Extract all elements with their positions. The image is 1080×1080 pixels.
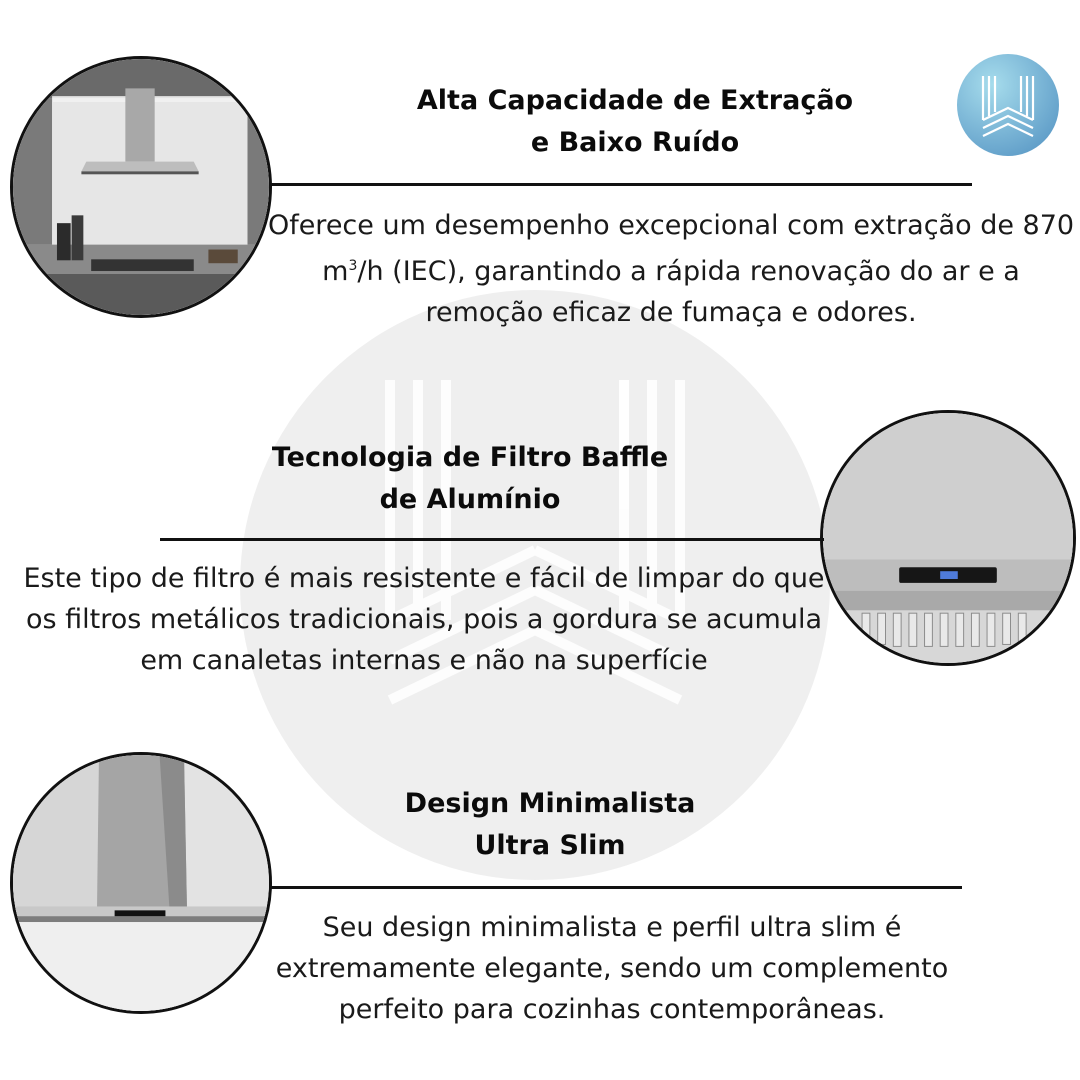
- kitchen-range-hood-photo: [10, 56, 272, 318]
- section-3-divider: [270, 886, 962, 889]
- section-1-title: [360, 80, 910, 164]
- section-1-description-part-2: /h (IEC), garantindo a rápida renovação do ar e a remoção eficaz de fumaça e odores.: [357, 256, 1020, 328]
- section-2-description: Este tipo de filtro é mais resistente e fácil de limpar do que os filtros metálicos tradicionais, pois a gordura se acumula em canaletas internas e não na superfície: [23, 563, 825, 676]
- cubic-superscript: 3: [348, 258, 358, 274]
- section-2-title-line-1: Tecnologia de Filtro Baffle: [271, 442, 669, 473]
- section-2-title-line-2: de Alumínio: [379, 484, 561, 515]
- section-2-title: [220, 437, 720, 521]
- section-1-title-line-2: e Baixo Ruído: [530, 127, 740, 158]
- section-3-title-line-1: Design Minimalista: [404, 788, 696, 819]
- section-1-description-part-1: Oferece um desempenho excepcional com extração de 870 m: [267, 210, 1075, 287]
- section-2-divider: [160, 538, 824, 541]
- section-1-title-line-1: Alta Capacidade de Extração: [416, 85, 854, 116]
- brand-logo-icon: [957, 54, 1059, 156]
- section-1-description: [262, 205, 1080, 333]
- section-3-title: [320, 783, 780, 867]
- section-3-title-line-2: Ultra Slim: [474, 830, 626, 861]
- slim-range-hood-photo: [10, 752, 272, 1014]
- section-3-description: Seu design minimalista e perfil ultra slim é extremamente elegante, sendo um complemento perfeito para cozinhas contemporâneas.: [275, 912, 949, 1025]
- baffle-filter-closeup-photo: [820, 410, 1076, 666]
- section-1-divider: [270, 183, 972, 186]
